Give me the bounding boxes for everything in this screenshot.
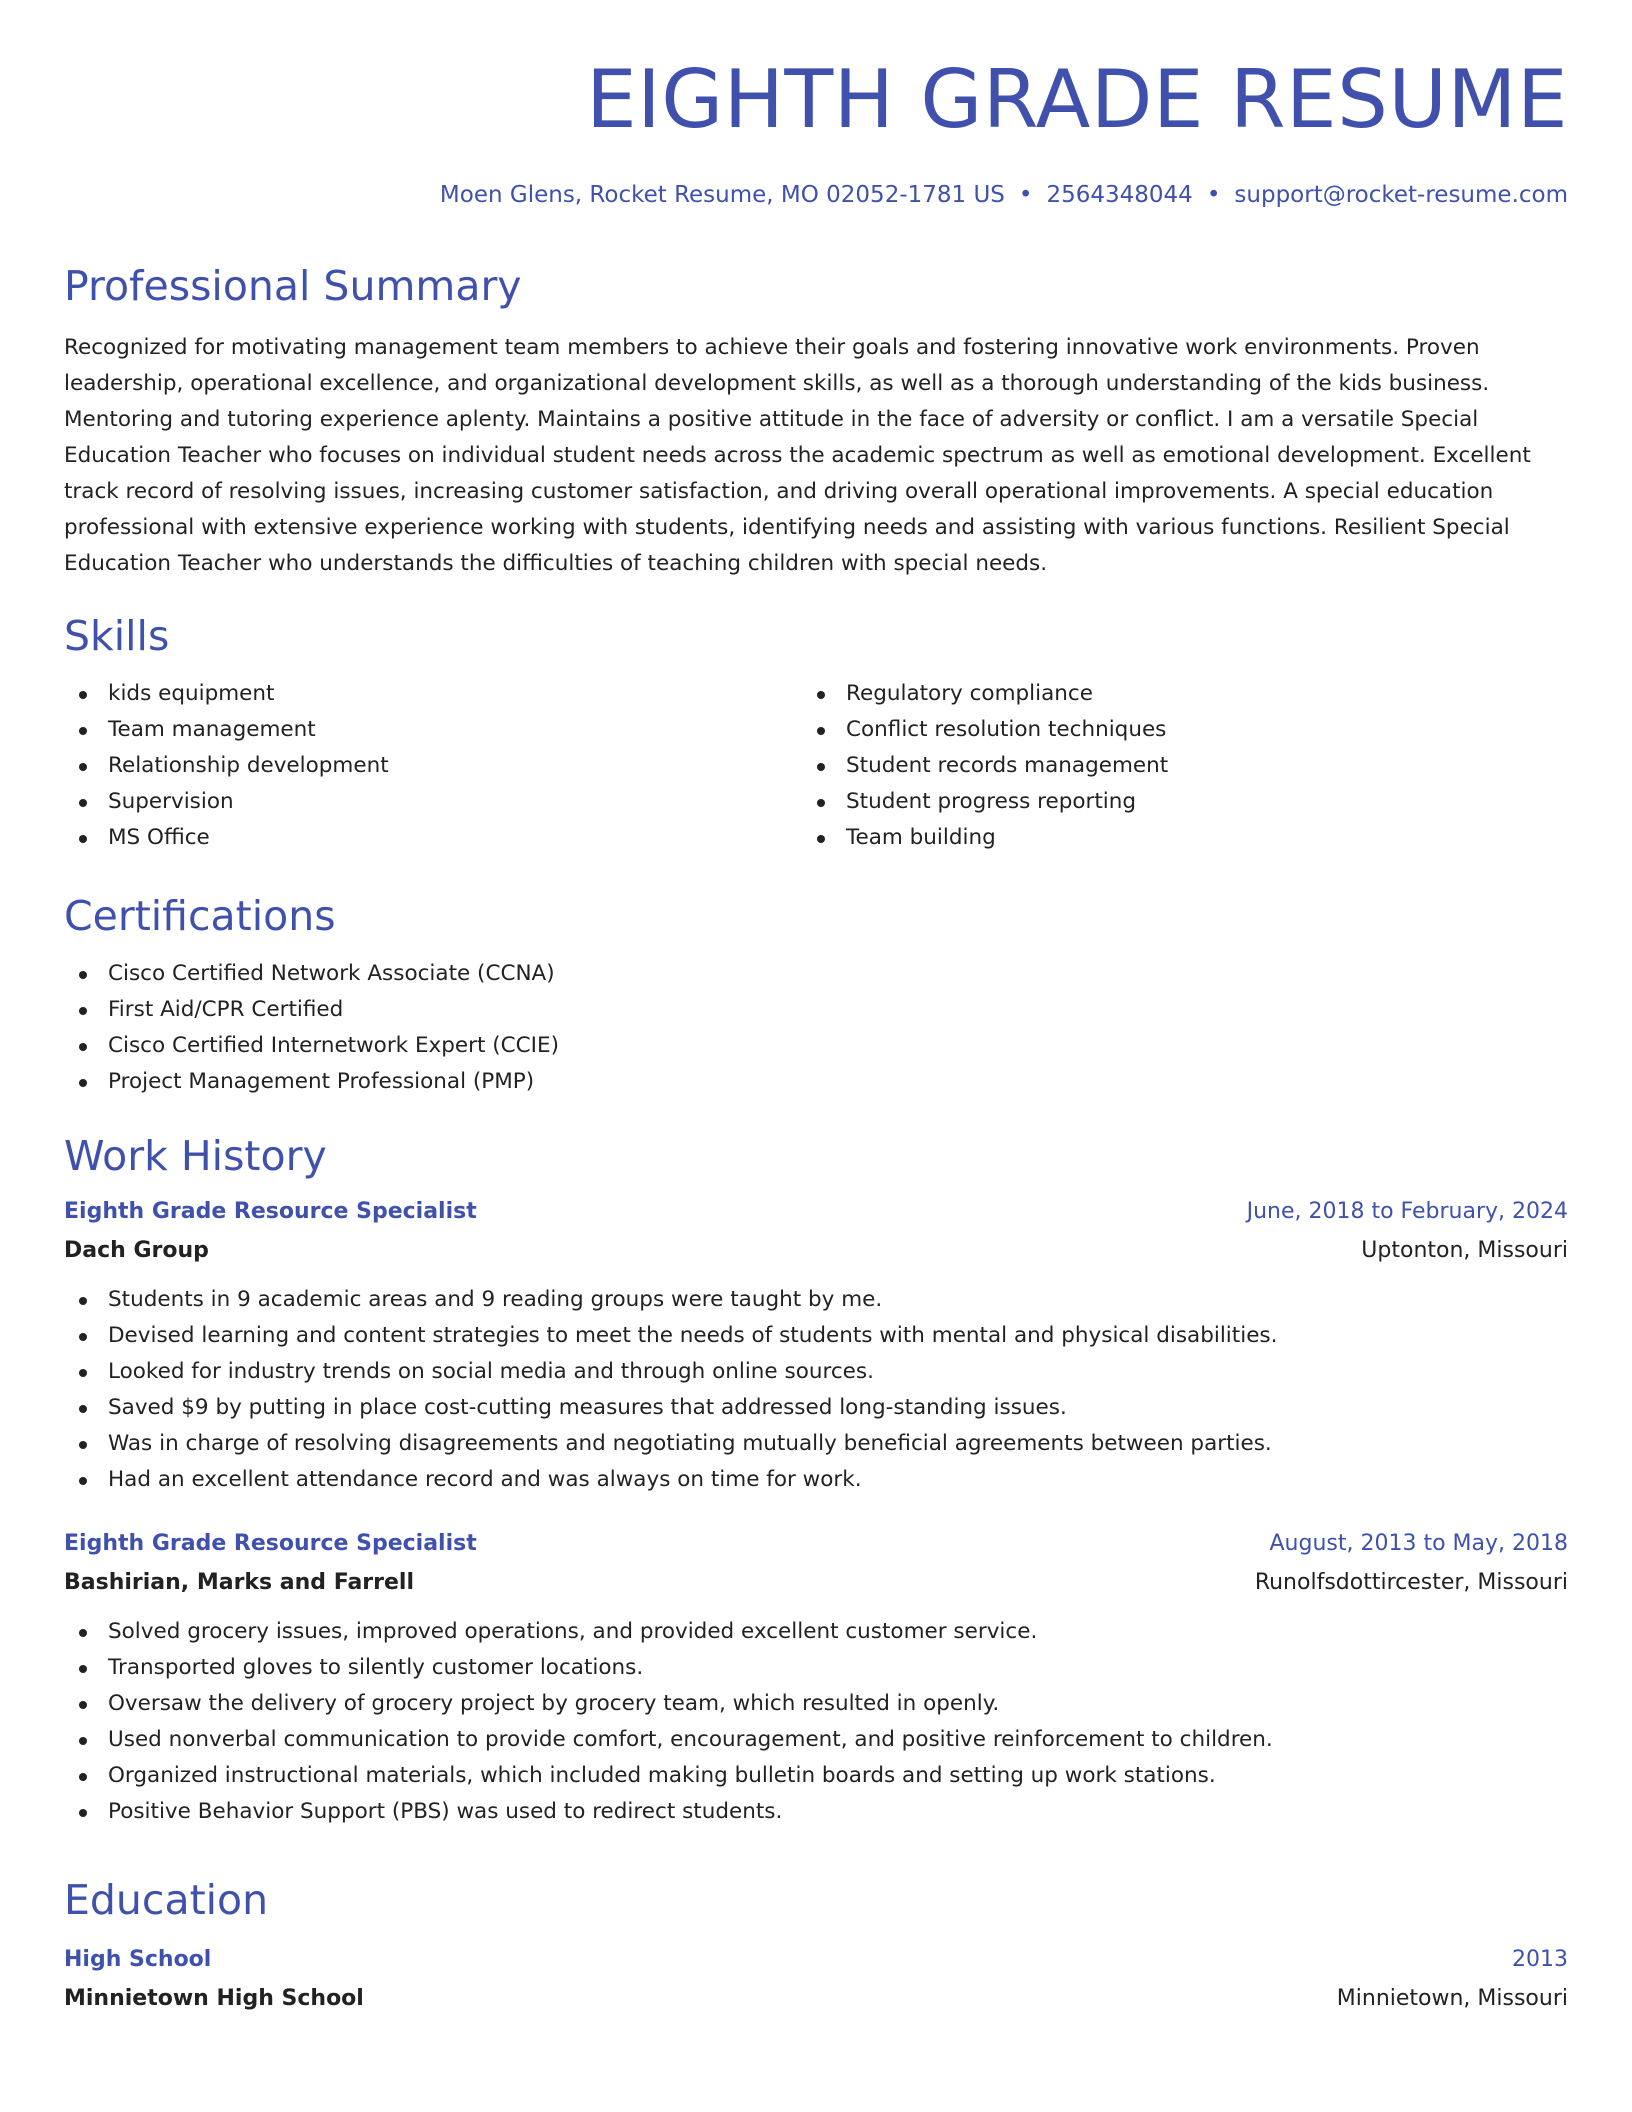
resume-name: EIGHTH GRADE RESUME xyxy=(586,53,1568,146)
job-company-row xyxy=(64,1232,1568,1270)
job-duty: Organized instructional materials, which included making bulletin boards and setting up work stations. xyxy=(64,1758,1568,1794)
skill-item: Team management xyxy=(64,712,802,748)
job-duty: Oversaw the delivery of grocery project by grocery team, which resulted in openly. xyxy=(64,1686,1568,1722)
summary-section xyxy=(64,262,1568,582)
job-location: Uptonton, Missouri xyxy=(1361,1238,1568,1263)
skill-item: Conflict resolution techniques xyxy=(802,712,1540,748)
skill-item: kids equipment xyxy=(64,676,802,712)
job-title-row xyxy=(64,1192,1568,1232)
skill-item: MS Office xyxy=(64,820,802,856)
education-location: Minnietown, Missouri xyxy=(1336,1986,1568,2011)
skill-item: Supervision xyxy=(64,784,802,820)
contact-email: support@rocket-resume.com xyxy=(1234,182,1568,208)
job-dates: August, 2013 to May, 2018 xyxy=(1269,1531,1568,1556)
education-section xyxy=(64,1876,1568,2018)
skill-item: Team building xyxy=(802,820,1540,856)
contact-separator: • xyxy=(1018,182,1033,208)
certifications-section xyxy=(64,892,1568,1100)
job-title: Eighth Grade Resource Specialist xyxy=(64,1531,477,1556)
job-duty: Had an excellent attendance record and was always on time for work. xyxy=(64,1462,1568,1498)
education-school-row xyxy=(64,1980,1568,2018)
skills-column-left xyxy=(64,676,802,856)
job-duty: Students in 9 academic areas and 9 reading groups were taught by me. xyxy=(64,1282,1568,1318)
job-duty: Transported gloves to silently customer locations. xyxy=(64,1650,1568,1686)
summary-heading: Professional Summary xyxy=(64,262,522,310)
job-duty: Saved $9 by putting in place cost-cutting measures that addressed long-standing issues. xyxy=(64,1390,1568,1426)
skill-item: Student records management xyxy=(802,748,1540,784)
education-school: Minnietown High School xyxy=(64,1986,364,2011)
job-dates: June, 2018 to February, 2024 xyxy=(1246,1199,1568,1224)
job-duties-list xyxy=(64,1614,1568,1830)
job-entry xyxy=(64,1524,1568,1830)
job-location: Runolfsdottircester, Missouri xyxy=(1254,1570,1568,1595)
job-duty: Used nonverbal communication to provide comfort, encouragement, and positive reinforcement to children. xyxy=(64,1722,1568,1758)
certifications-heading: Certifications xyxy=(64,892,336,940)
job-company-row xyxy=(64,1564,1568,1602)
certification-item: Cisco Certified Internetwork Expert (CCIE) xyxy=(64,1028,1568,1064)
job-duty: Solved grocery issues, improved operations, and provided excellent customer service. xyxy=(64,1614,1568,1650)
job-duty: Looked for industry trends on social media and through online sources. xyxy=(64,1354,1568,1390)
contact-phone: 2564348044 xyxy=(1046,182,1193,208)
job-duties-list xyxy=(64,1282,1568,1498)
job-title-row xyxy=(64,1524,1568,1564)
education-heading: Education xyxy=(64,1876,269,1924)
job-entry xyxy=(64,1192,1568,1498)
job-duty: Positive Behavior Support (PBS) was used to redirect students. xyxy=(64,1794,1568,1830)
work-history-heading: Work History xyxy=(64,1132,327,1180)
education-year: 2013 xyxy=(1512,1947,1568,1972)
job-title: Eighth Grade Resource Specialist xyxy=(64,1199,477,1224)
education-title-row xyxy=(64,1940,1568,1980)
job-company: Dach Group xyxy=(64,1238,209,1263)
skills-list-right xyxy=(802,676,1540,856)
skill-item: Relationship development xyxy=(64,748,802,784)
skills-section xyxy=(64,612,1568,856)
job-company: Bashirian, Marks and Farrell xyxy=(64,1570,415,1595)
skills-list-left xyxy=(64,676,802,856)
skills-grid xyxy=(64,676,1568,856)
job-duty: Devised learning and content strategies to meet the needs of students with mental and physical disabilities. xyxy=(64,1318,1568,1354)
summary-text: Recognized for motivating management team members to achieve their goals and fostering innovative work environments. Proven leadership, operational excellence, and organizational development skills, as well as a thorough understanding of the kids business. Mentoring and tutoring experience aplenty. Maintains a positive attitude in the face of adversity or conflict. I am a versatile Special Education Teacher who focuses on individual student needs across the academic spectrum as well as emotional development. Excellent track record of resolving issues, increasing customer satisfaction, and driving overall operational improvements. A special education professional with extensive experience working with students, identifying needs and assisting with various functions. Resilient Special Education Teacher who understands the difficulties of teaching children with special needs. xyxy=(64,335,1531,576)
certifications-list xyxy=(64,956,1568,1100)
skill-item: Student progress reporting xyxy=(802,784,1540,820)
skills-column-right xyxy=(802,676,1540,856)
skill-item: Regulatory compliance xyxy=(802,676,1540,712)
work-history-section xyxy=(64,1132,1568,1830)
certification-item: First Aid/CPR Certified xyxy=(64,992,1568,1028)
certification-item: Cisco Certified Network Associate (CCNA) xyxy=(64,956,1568,992)
certification-item: Project Management Professional (PMP) xyxy=(64,1064,1568,1100)
contact-line xyxy=(440,180,1568,210)
job-duty: Was in charge of resolving disagreements and negotiating mutually beneficial agreements between parties. xyxy=(64,1426,1568,1462)
contact-separator: • xyxy=(1206,182,1221,208)
contact-address: Moen Glens, Rocket Resume, MO 02052-1781 US xyxy=(439,182,1005,208)
education-degree: High School xyxy=(64,1947,212,1972)
skills-heading: Skills xyxy=(64,612,170,660)
